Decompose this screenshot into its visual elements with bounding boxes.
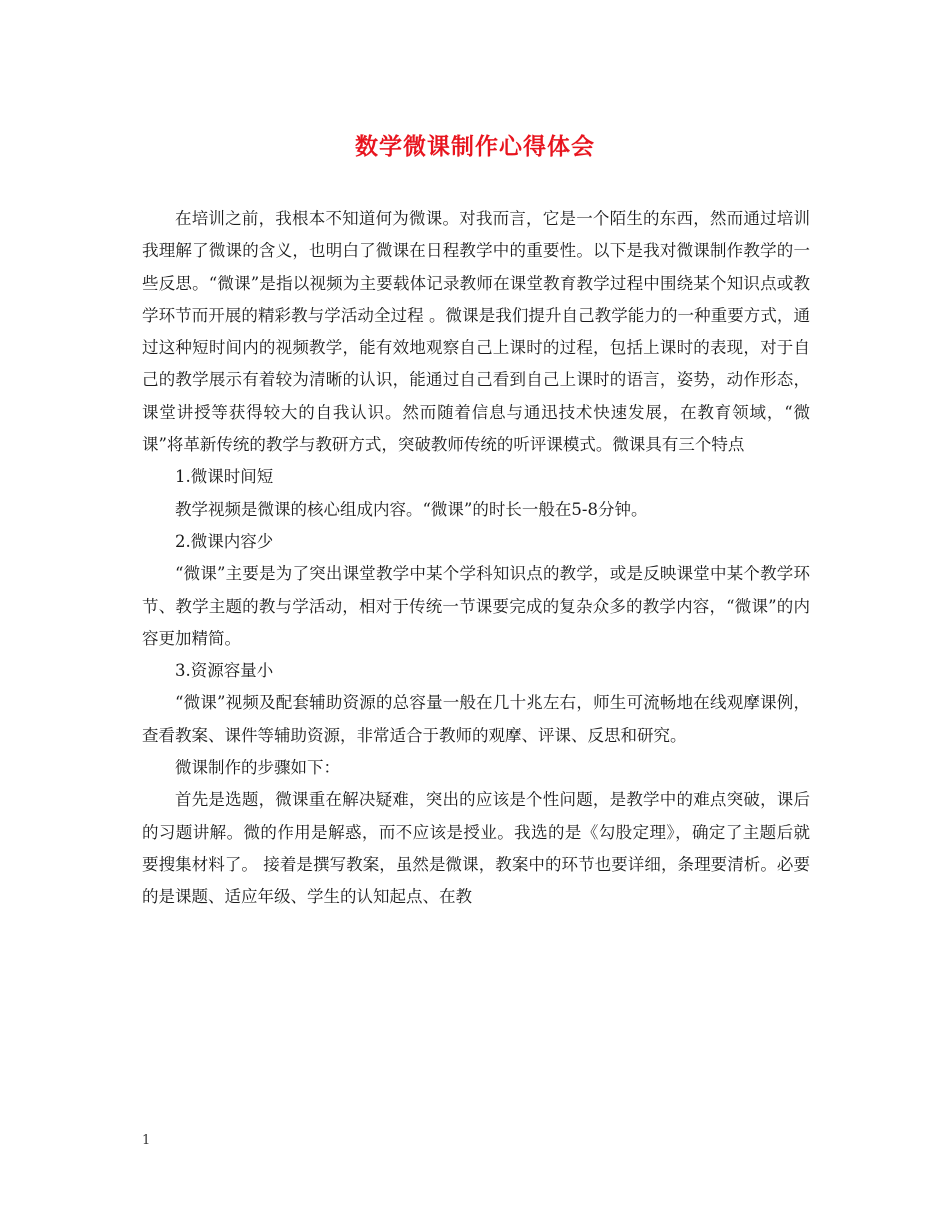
- paragraph-intro: 在培训之前，我根本不知道何为微课。对我而言，它是一个陌生的东西，然而通过培训我理解了微课的含义，也明白了微课在日程教学中的重要性。以下是我对微课制作教学的一些反思。“微课”是指以视频为主要载体记录教师在课堂教育教学过程中围绕某个知识点或教学环节而开展的精彩教与学活动全过程 。微课是我们提升自己教学能力的一种重要方式，通过这种短时间内的视频教学，能有效地观察自己上课时的过程，包括上课时的表现，对于自己的教学展示有着较为清晰的认识，能通过自己看到自己上课时的语言，姿势，动作形态，课堂讲授等获得较大的自我认识。然而随着信息与通迅技术快速发展，在教育领域，“微课”将革新传统的教学与教研方式，突破教师传统的听评课模式。微课具有三个特点: [142, 209, 810, 455]
- heading-point-3: 3.资源容量小: [175, 661, 274, 681]
- document-body: [142, 203, 810, 914]
- heading-point-2: 2.微课内容少: [175, 531, 274, 551]
- paragraph-steps: 首先是选题，微课重在解决疑难，突出的应该是个性问题，是教学中的难点突破，课后的习题讲解。微的作用是解惑，而不应该是授业。我选的是《勾股定理》，确定了主题后就要搜集材料了。 接着是撰写教案，虽然是微课，教案中的环节也要详细，条理要清析。必要的是课题、适应年级、学生的认知起点、在教: [142, 790, 810, 907]
- page-number: 1: [142, 1133, 151, 1148]
- paragraph-point-2: “微课”主要是为了突出课堂教学中某个学科知识点的教学，或是反映课堂中某个教学环节、教学主题的教与学活动，相对于传统一节课要完成的复杂众多的教学内容，“微课”的内容更加精简。: [142, 564, 810, 648]
- paragraph-point-3: “微课”视频及配套辅助资源的总容量一般在几十兆左右，师生可流畅地在线观摩课例，查看教案、课件等辅助资源，非常适合于教师的观摩、评课、反思和研究。: [142, 693, 810, 745]
- heading-point-1: 1.微课时间短: [175, 467, 274, 487]
- paragraph-steps-intro: 微课制作的步骤如下：: [175, 758, 340, 778]
- paragraph-point-1: 教学视频是微课的核心组成内容。“微课”的时长一般在5-8分钟。: [175, 499, 648, 519]
- document-title: 数学微课制作心得体会: [355, 133, 595, 160]
